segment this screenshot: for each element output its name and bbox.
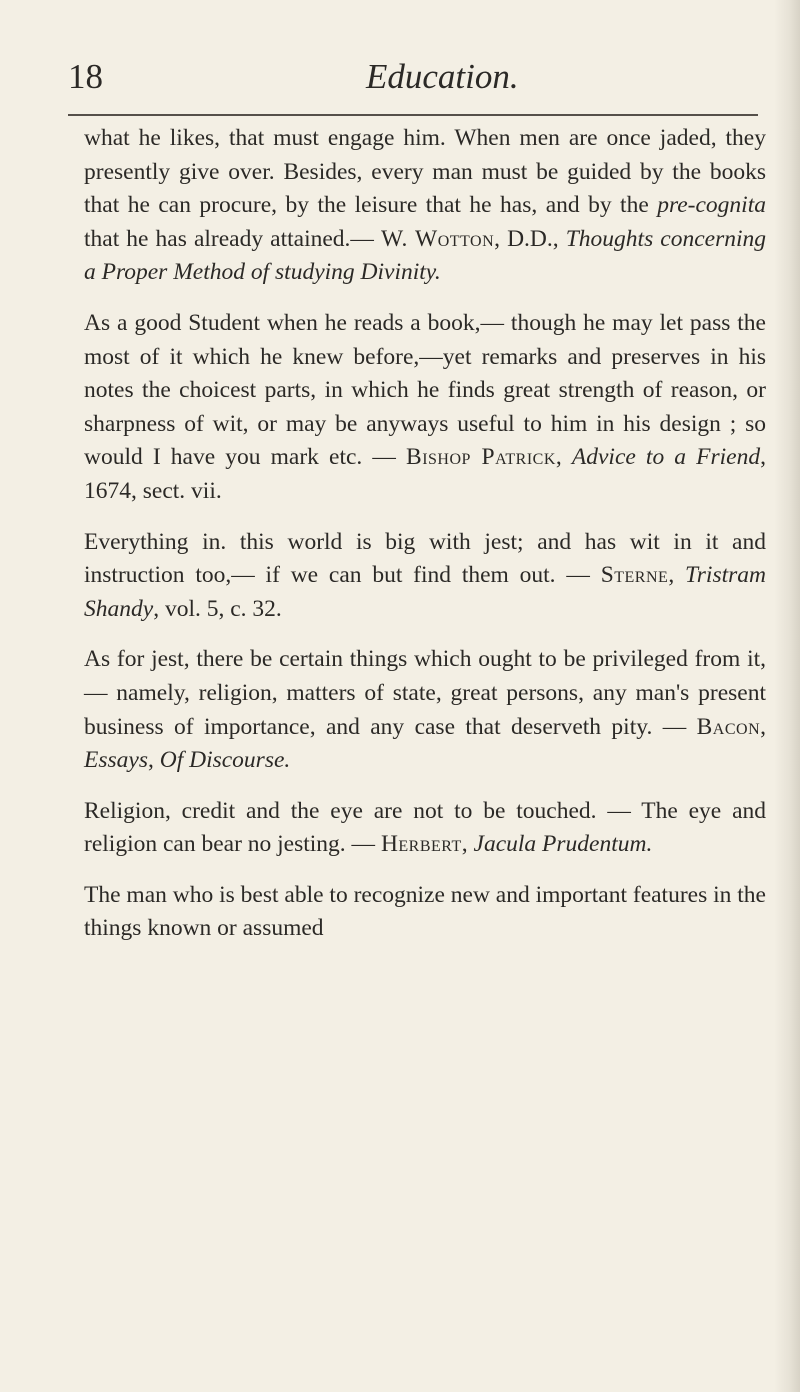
quote-text: As a good Student when he reads a book,— though he may let pass the most of it which he knew before,—yet remarks and preserves in his notes the choicest parts, in which he finds great strength of reason, or sharpness of wit, or may be anyways useful to him in his design ; so would I have you mark etc. — — [84, 309, 766, 471]
quote-author: Sterne — [600, 562, 669, 589]
quote-author: Bishop Patrick — [406, 444, 556, 471]
running-title: Education. — [366, 57, 519, 96]
quote-source-title: Of Discourse. — [159, 747, 291, 774]
page-edge-shadow — [774, 0, 800, 1392]
quote-author: W. Wotton — [380, 225, 495, 252]
quote-text: , — [668, 562, 685, 589]
quote-text: Religion, credit and the eye are not to be touched. — The eye and religion can bear no jesting. — — [84, 797, 766, 858]
header-rule — [68, 114, 758, 116]
quotation-wotton — [84, 122, 766, 290]
quote-source-title: Thoughts concerning a Proper Method of studying Divinity. — [84, 225, 766, 286]
quote-italic-term: pre-cognita — [657, 192, 766, 219]
quote-text: that he has already attained.— — [84, 225, 381, 252]
body-text — [84, 122, 766, 963]
quote-text: As for jest, there be certain things which ought to be privileged from it, — namely, religion, matters of state, great persons, any man's present business of importance, and any case that deserveth pity. — — [84, 646, 766, 740]
quote-text: , D.D., — [494, 225, 566, 252]
body-text-line: The man who is best able to recognize new and important features in the things known or assumed — [84, 881, 766, 942]
quote-citation: , vol. 5, c. 32. — [153, 595, 282, 622]
running-head — [68, 52, 760, 102]
quote-text: what he likes, that must engage him. When men are once jaded, they presently give over. Besides, every man must be guided by the books that he can procure, by the leisure that he has, and by the — [84, 125, 766, 219]
quote-source-title: Tristram Shandy — [84, 562, 766, 622]
quotation-patrick — [84, 307, 766, 509]
quote-author: Bacon — [696, 713, 761, 740]
quote-text: , — [555, 444, 572, 471]
quote-source-title: Essays — [84, 747, 148, 774]
quotation-sterne — [84, 526, 766, 627]
quotation-bacon — [84, 643, 766, 777]
quote-source-title: Advice to a Friend — [571, 444, 761, 471]
quote-text: , — [147, 747, 160, 774]
quote-source-title: Jacula Prudentum. — [473, 831, 653, 858]
quote-text: , — [461, 831, 474, 858]
page-number: 18 — [68, 57, 103, 96]
quote-author: Herbert — [380, 831, 462, 858]
quote-text: , — [760, 713, 766, 740]
quote-citation: , 1674, sect. vii. — [84, 444, 766, 504]
quotation-herbert — [84, 795, 766, 862]
quote-text: Everything in. this world is big with jest; and has wit in it and instruction too,— if we can but find them out. — — [84, 528, 766, 589]
paragraph-continuing — [84, 879, 766, 946]
